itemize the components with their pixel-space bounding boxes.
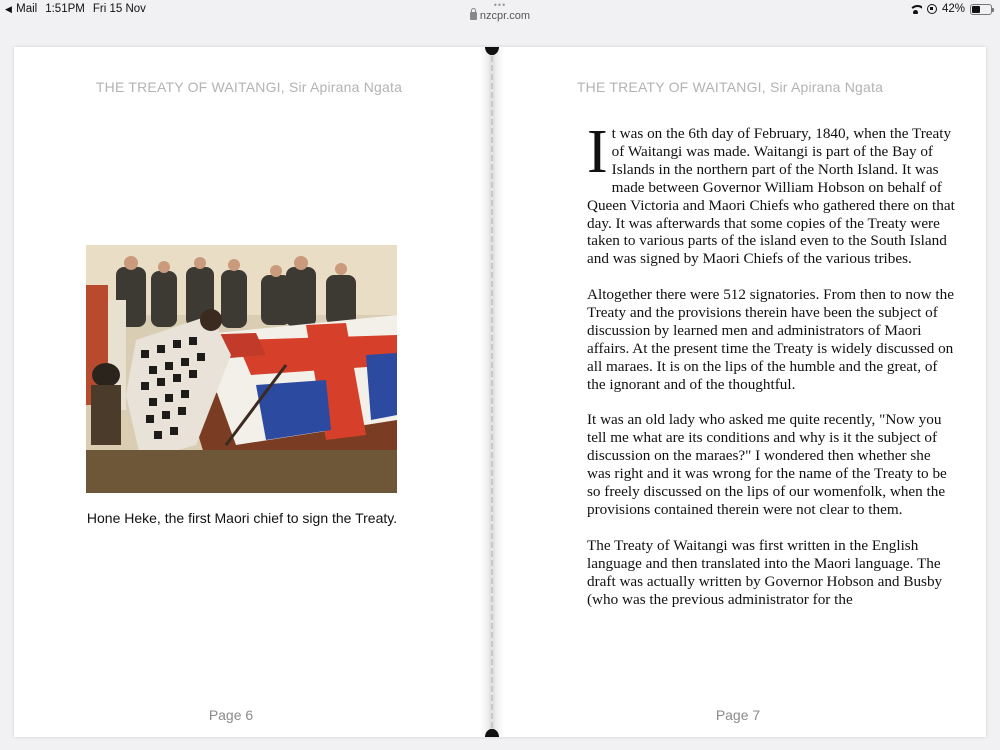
battery-icon: [970, 4, 992, 15]
lock-icon: [470, 12, 477, 20]
back-arrow-icon: ◀: [5, 4, 12, 14]
more-dots-icon[interactable]: •••: [493, 0, 507, 10]
treaty-signing-illustration: [86, 245, 397, 493]
address-area: [0, 0, 1000, 22]
paragraph-3: It was an old lady who asked me quite recently, "Now you tell me what are its conditions and why is it the subject of discussion on the maraes?" I wondered then whether she was right and it was wrong for the name of the Treaty to be so freely discussed on the lips of our womenfolk, when the provisions contained therein were not clear to them.: [587, 411, 947, 518]
paragraph-2: Altogether there were 512 signatories. From then to now the Treaty and the provisions therein have been the subject of discussion by learned men and administrators of Maori affairs. At the present time the Treaty is widely discussed on all maraes. It is on the lips of the humble and the great, of the ignorant and of the thoughtful.: [587, 286, 954, 393]
url-text: nzcpr.com: [479, 10, 531, 22]
status-time: 1:51PM: [45, 3, 85, 15]
status-bar: [0, 0, 1000, 20]
status-right: [909, 3, 992, 15]
page-number-right: Page 7: [715, 707, 761, 723]
running-head-left: THE TREATY OF WAITANGI, Sir Apirana Ngata: [95, 79, 403, 95]
battery-percent: 42%: [941, 3, 965, 15]
right-page[interactable]: [494, 47, 986, 737]
page-number-left: Page 6: [208, 707, 254, 723]
rotation-lock-icon: [927, 4, 937, 14]
url-bar[interactable]: [0, 10, 1000, 22]
drop-cap: I: [587, 118, 608, 186]
battery-fill: [972, 6, 980, 13]
spine-stitching: [491, 47, 493, 737]
left-page[interactable]: [14, 47, 492, 737]
figure-caption: Hone Heke, the first Maori chief to sign the Treaty.: [86, 510, 398, 526]
paragraph-1: It was on the 6th day of February, 1840, when the Treaty of Waitangi was made. Waitangi is part of the Bay of Islands in the northern part of the North Island. It was made between Governor William Hobson on behalf of Queen Victoria and Maori Chiefs who gathered there on that day. It was afterwards that some copies of the Treaty were taken to various parts of the island even to the South Island and was signed by Maori Chiefs of the various tribes.: [587, 118, 955, 268]
wifi-icon: [909, 4, 922, 14]
book-spread[interactable]: [14, 47, 986, 737]
running-head-right: THE TREATY OF WAITANGI, Sir Apirana Ngata: [576, 79, 884, 95]
body-text: [587, 118, 955, 626]
paragraph-4: The Treaty of Waitangi was first written in the English language and then translated into the Maori language. The draft was actually written by Governor Hobson and Busby (who was the previous administrator for the: [587, 536, 943, 608]
status-date: Fri 15 Nov: [92, 3, 146, 15]
back-to-app-link[interactable]: ◀ Mail: [5, 3, 38, 15]
